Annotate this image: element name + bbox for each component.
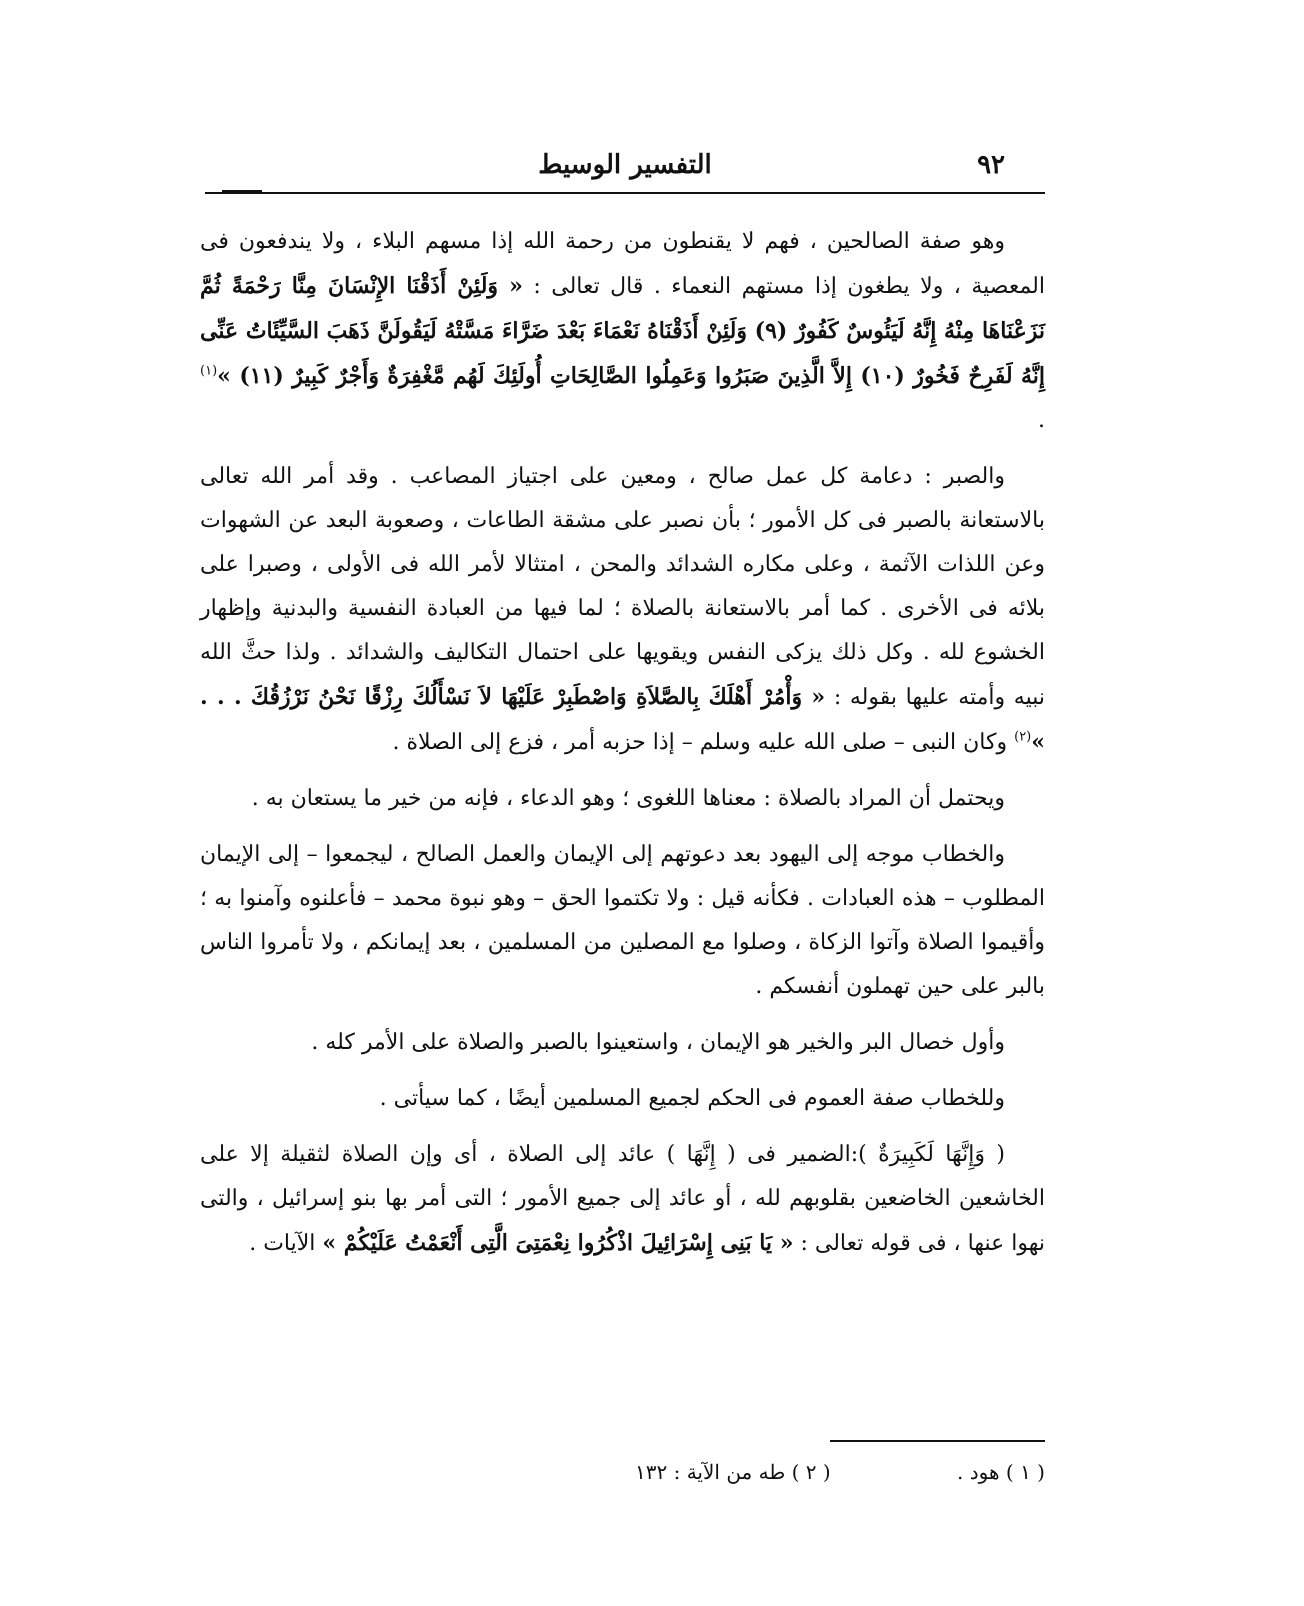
paragraph-text: ( وَإِنَّهَا لَكَبِيرَةٌ ):الضمير فى ( إِنَّهَا ) عائد إلى الصلاة ، أى وإن الصلاة لثقيلة إلا على الخاشعين الخاضعين بقلوبهم لله ، أو عائد إلى جميع الأمور ؛ التى أمر بها بنو إسرائيل ، والتى نهوا عنها ، فى قوله تعالى : — [200, 1142, 1045, 1256]
paragraph: وللخطاب صفة العموم فى الحكم لجميع المسلمين أيضًا ، كما سيأتى . — [379, 1086, 1005, 1111]
paragraph: وأول خصال البر والخير هو الإيمان ، واستعينوا بالصبر والصلاة على الأمر كله . — [311, 1030, 1005, 1055]
paragraph-text: . — [1038, 408, 1045, 433]
paragraph: والخطاب موجه إلى اليهود بعد دعوتهم إلى الإيمان والعمل الصالح ، ليجمعوا – إلى الإيمان المطلوب – هذه العبادات . فكأنه قيل : ولا تكتموا الحق – وهو نبوة محمد – فأعلنوه وآمنوا به ؛ وأقيموا الصلاة وآتوا الزكاة ، وصلوا مع المصلين من المسلمين ، بعد إيمانكم ، ولا تأمروا الناس بالبر على حين تهملون أنفسكم . — [200, 842, 1045, 999]
header-rule-accent — [222, 190, 262, 194]
paragraph-text: وهو صفة الصالحين ، فهم لا يقنطون من رحمة الله إذا مسهم البلاء ، ولا يندفعون فى المعصية ، ولا يطغون إذا مستهم النعماء . قال تعالى : — [200, 229, 1045, 299]
footnotes — [200, 1452, 1045, 1492]
main-text — [200, 220, 1045, 1278]
paragraph-text: وكان النبى – صلى الله عليه وسلم – إذا حزبه أمر ، فزع إلى الصلاة . — [392, 730, 1015, 755]
page-header — [205, 150, 1045, 190]
paragraph — [200, 1133, 1045, 1266]
footnote-reference: (١) — [200, 363, 218, 379]
paragraph — [200, 455, 1045, 765]
book-title: التفسير الوسيط — [538, 150, 712, 180]
page-number: ٩٢ — [977, 150, 1005, 180]
paragraph-text: الآيات . — [249, 1231, 323, 1256]
header-rule — [205, 192, 1045, 194]
footnote-reference: (٢) — [1014, 729, 1032, 745]
quran-quote: « وَلَئِنْ أَذَقْنَا الإِنْسَانَ مِنَّا رَحْمَةً ثُمَّ نَزَعْنَاهَا مِنْهُ إِنَّهُ لَيَئُوسٌ كَفُورٌ (٩) وَلَئِنْ أَذَقْنَاهُ نَعْمَاءَ بَعْدَ ضَرَّاءَ مَسَّتْهُ لَيَقُولَنَّ ذَهَبَ السَّيِّئَاتُ عَنِّى إِنَّهُ لَفَرِحٌ فَخُورٌ (١٠) إِلاَّ الَّذِينَ صَبَرُوا وَعَمِلُوا الصَّالِحَاتِ أُولَئِكَ لَهُم مَّغْفِرَةٌ وَأَجْرٌ كَبِيرٌ (١١) » — [200, 273, 1046, 389]
paragraph — [200, 220, 1045, 443]
footnote-2: ( ٢ ) طه من الآية : ١٣٢ — [635, 1460, 831, 1484]
quran-quote: « وَأْمُرْ أَهْلَكَ بِالصَّلاَةِ وَاصْطَبِرْ عَلَيْهَا لاَ نَسْأَلُكَ رِزْقًا نَحْنُ نَرْزُقُكَ . . . » — [200, 684, 1045, 755]
footnote-rule — [830, 1440, 1045, 1442]
footnote-1: ( ١ ) هود . — [957, 1460, 1045, 1484]
paragraph: ويحتمل أن المراد بالصلاة : معناها اللغوى ؛ وهو الدعاء ، فإنه من خير ما يستعان به . — [251, 786, 1005, 811]
paragraph-text: والصبر : دعامة كل عمل صالح ، ومعين على اجتياز المصاعب . وقد أمر الله تعالى بالاستعانة بالصبر فى كل الأمور ؛ بأن نصبر على مشقة الطاعات ، وصعوبة البعد عن الشهوات وعن اللذات الآثمة ، وعلى مكاره الشدائد والمحن ، امتثالا لأمر الله فى الأولى ، وصبرا على بلائه فى الأخرى . كما أمر بالاستعانة بالصلاة ؛ لما فيها من العبادة النفسية والبدنية وإظهار الخشوع لله . وكل ذلك يزكى النفس ويقويها على احتمال التكاليف والشدائد . ولذا حثَّ الله نبيه وأمته عليها بقوله : — [200, 464, 1045, 710]
quran-quote: « يَا بَنِى إِسْرَائِيلَ اذْكُرُوا نِعْمَتِىَ الَّتِى أَنْعَمْتُ عَلَيْكُمْ » — [322, 1230, 794, 1256]
